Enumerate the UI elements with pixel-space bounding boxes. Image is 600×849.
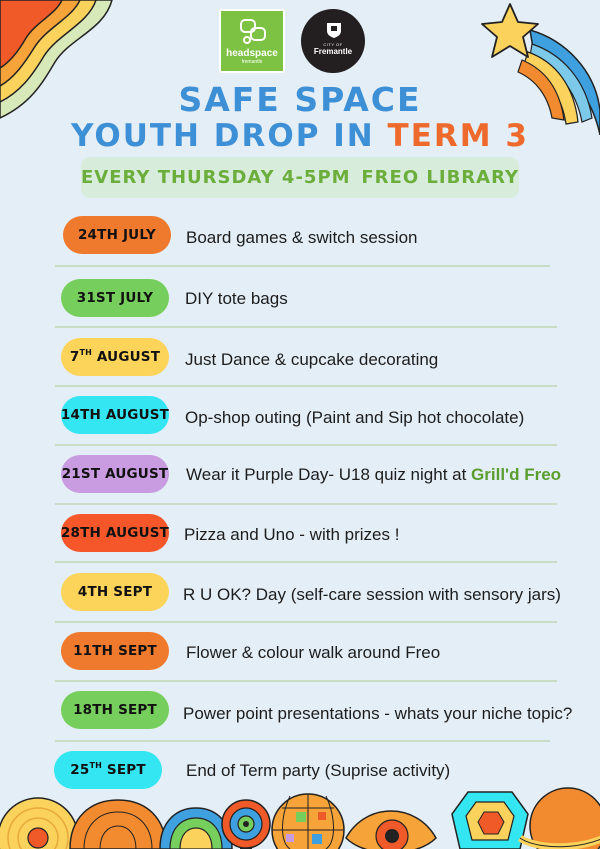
activity-text: DIY tote bags — [185, 289, 288, 308]
activity-text: Board games & switch session — [186, 228, 418, 247]
date-suffix: TH — [79, 347, 93, 357]
title-term: TERM 3 — [387, 118, 529, 154]
title-youth-drop-in — [0, 116, 600, 156]
eye-icon — [346, 811, 436, 849]
title-safe-space: SAFE SPACE — [178, 80, 422, 119]
bottom-decoration-strip — [0, 778, 600, 849]
headspace-logo — [219, 9, 285, 73]
date-pill: 4TH SEPT — [61, 573, 169, 611]
headspace-mark-icon — [239, 18, 269, 46]
divider — [55, 561, 557, 563]
city-of-fremantle-logo — [301, 9, 365, 73]
activity-text: Flower & colour walk around Freo — [186, 643, 441, 662]
eye-flower-icon — [222, 800, 270, 849]
activity-text: Pizza and Uno - with prizes ! — [184, 525, 400, 544]
date-pill: 21ST AUGUST — [61, 455, 169, 493]
fremantle-crest-icon — [325, 21, 343, 39]
divider — [55, 503, 557, 505]
divider — [55, 385, 557, 387]
date-month: AUGUST — [92, 349, 161, 365]
banner-when: EVERY THURSDAY 4-5PM — [81, 167, 351, 188]
date-num: 25 — [70, 762, 90, 778]
date-pill: 11TH SEPT — [61, 632, 169, 670]
activity-text — [186, 464, 561, 486]
activity-text: Op-shop outing (Paint and Sip hot chocolate) — [185, 408, 525, 427]
date-suffix: TH — [89, 760, 102, 770]
date-month: SEPT — [102, 762, 146, 778]
divider — [55, 265, 550, 267]
activity-text-main: Wear it Purple Day- U18 quiz night at — [186, 465, 472, 484]
activity-text: Just Dance & cupcake decorating — [185, 350, 439, 369]
activity-text: R U OK? Day (self-care session with sensory jars) — [183, 585, 561, 604]
title-youth-drop-in-text: YOUTH DROP IN — [71, 118, 375, 154]
planet-icon — [520, 788, 600, 849]
disco-ball-icon — [272, 794, 344, 849]
divider — [55, 680, 557, 682]
rainbow-arch-icon — [160, 808, 232, 849]
divider — [55, 326, 557, 328]
fremantle-logo-name: Fremantle — [313, 47, 353, 56]
divider — [55, 621, 557, 623]
date-pill: 31ST JULY — [61, 279, 169, 317]
headspace-logo-sub: fremantle — [241, 59, 263, 65]
fremantle-logo-small: CITY OF — [323, 42, 343, 47]
venue-highlight: Grill'd Freo — [471, 465, 562, 484]
time-location-banner — [81, 157, 519, 198]
banner-where: FREO LIBRARY — [361, 167, 519, 188]
headspace-logo-name: headspace — [226, 48, 278, 59]
flower-icon — [70, 800, 166, 849]
divider — [55, 740, 550, 742]
activity-text: Power point presentations - whats your niche topic? — [183, 704, 573, 723]
date-pill — [61, 338, 169, 376]
date-pill: 24TH JULY — [63, 216, 171, 254]
date-pill: 28TH AUGUST — [61, 514, 169, 552]
date-pill: 14TH AUGUST — [61, 396, 169, 434]
date-num: 7 — [69, 349, 80, 365]
date-pill: 18TH SEPT — [61, 691, 169, 729]
divider — [55, 444, 557, 446]
vinyl-record-icon — [0, 798, 78, 849]
gem-cube-icon — [452, 792, 528, 849]
activity-text: End of Term party (Suprise activity) — [186, 761, 451, 780]
